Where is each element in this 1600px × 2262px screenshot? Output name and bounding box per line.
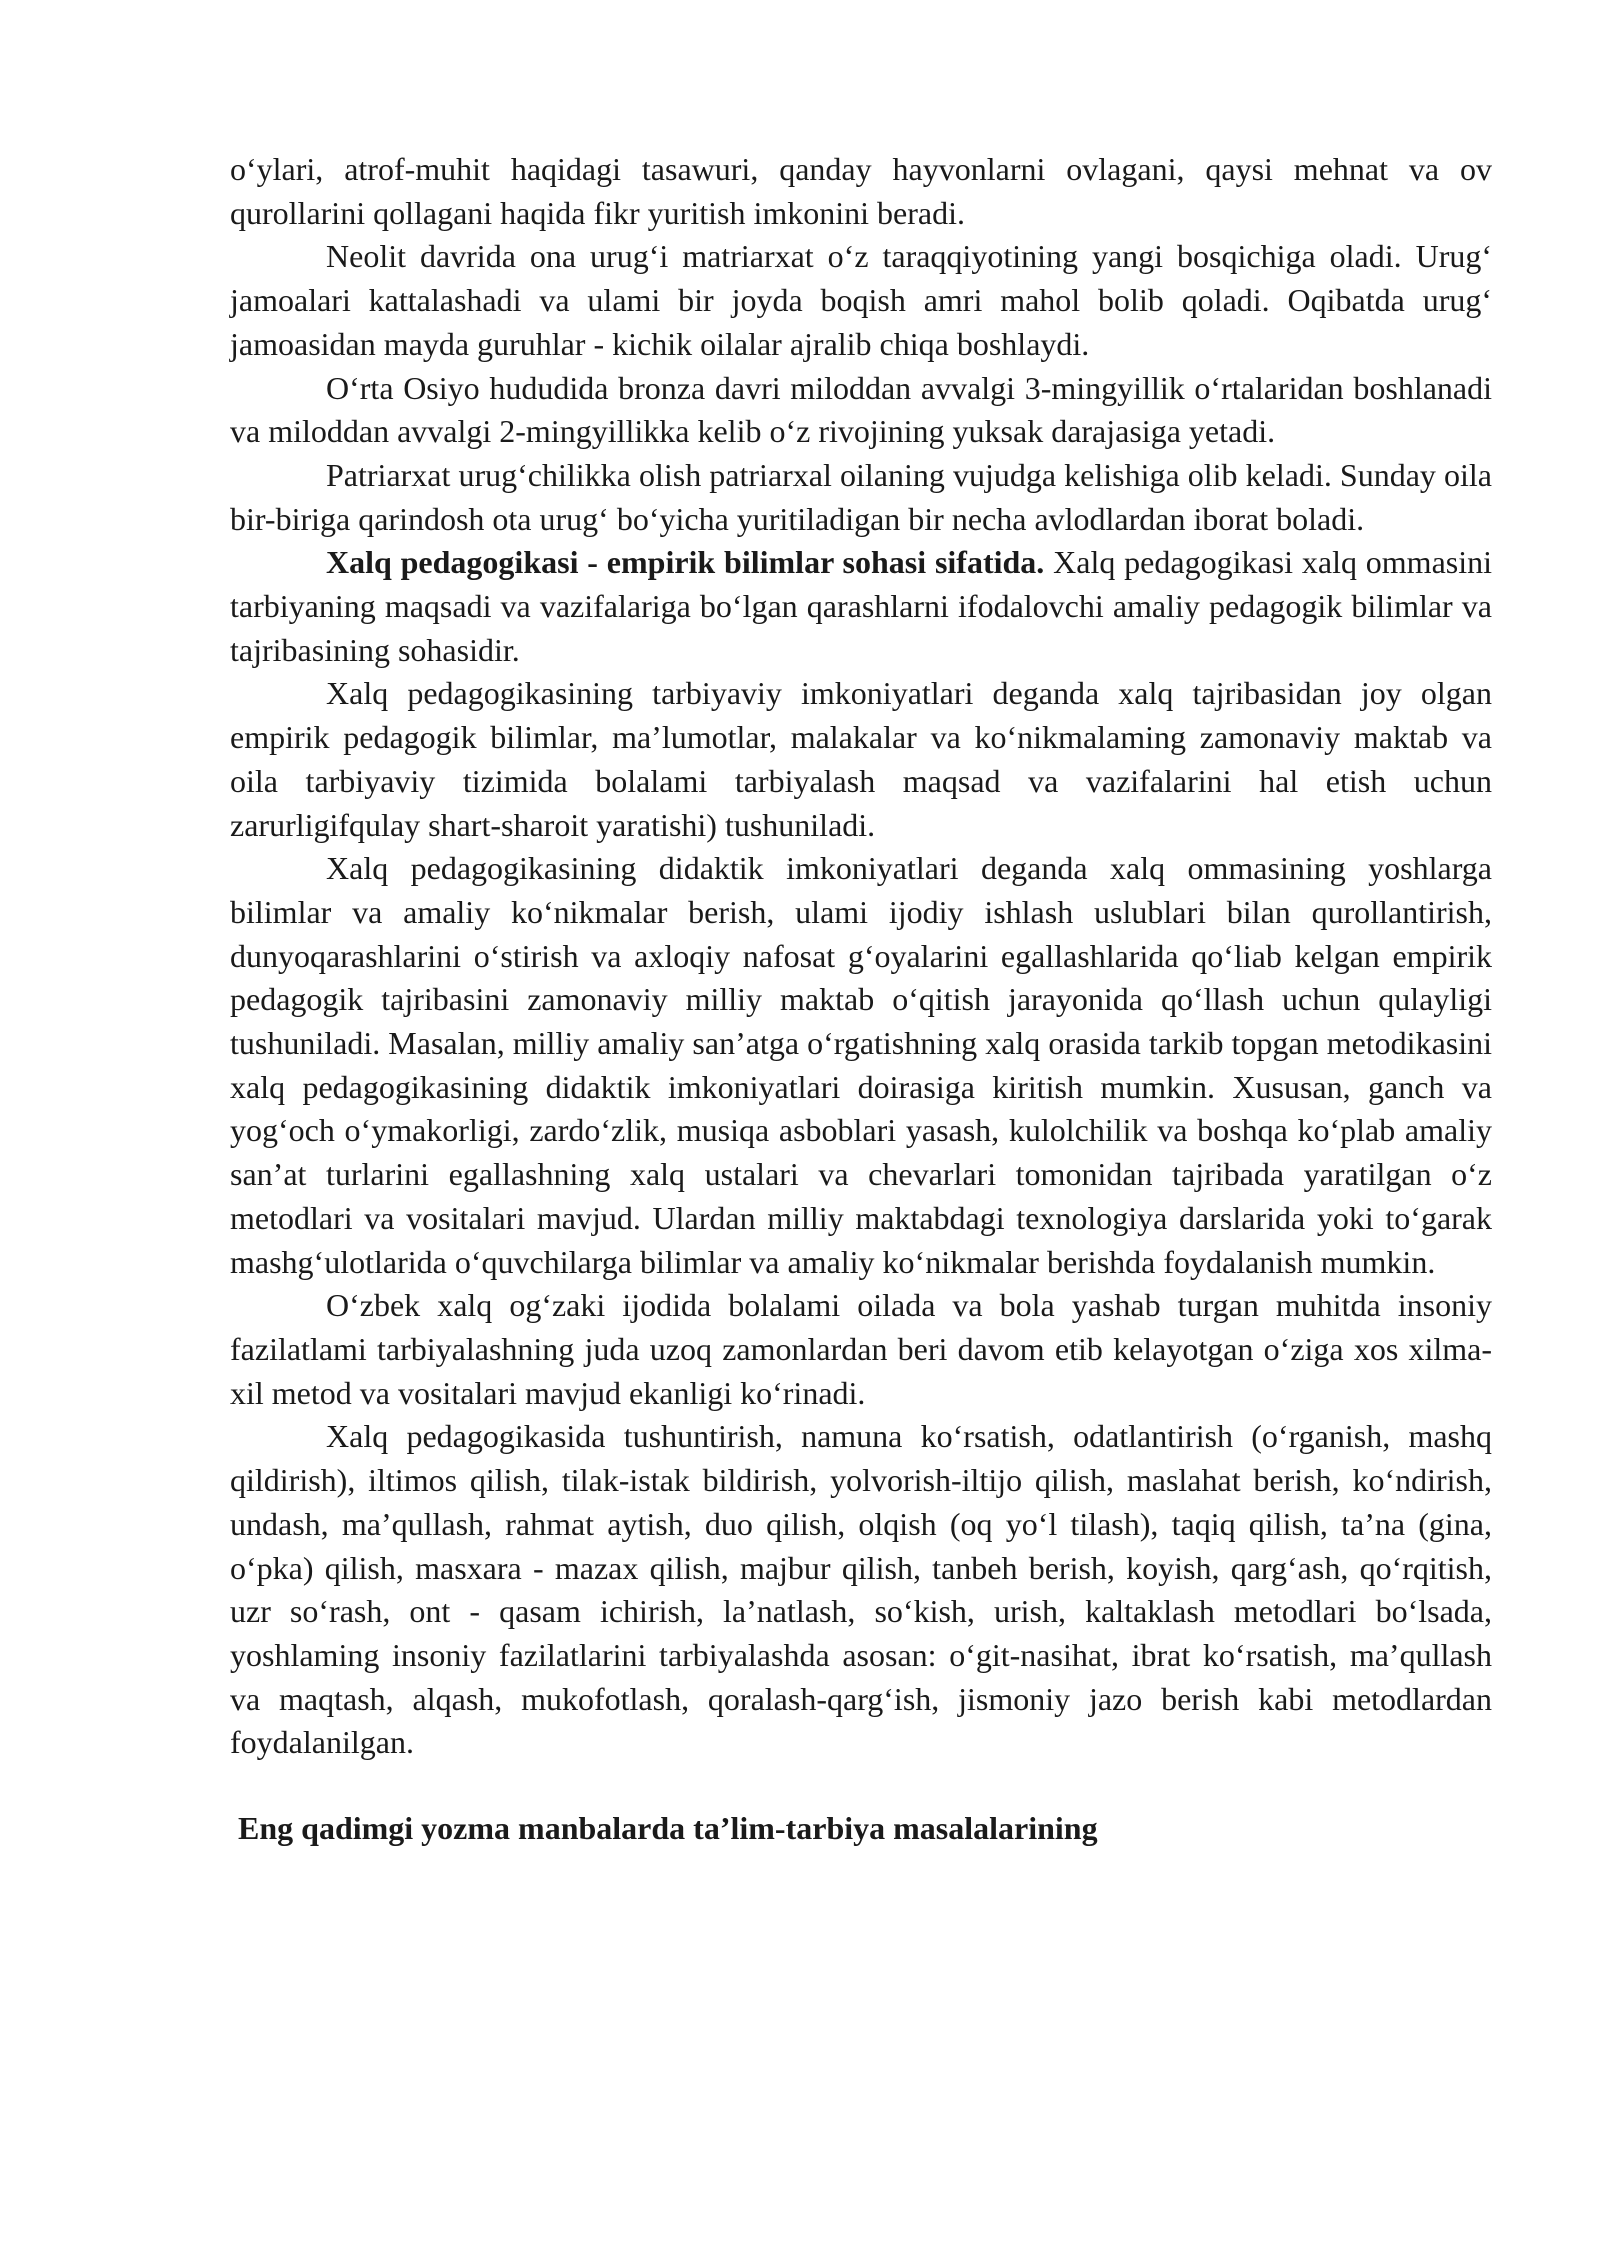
paragraph-8-text: O‘zbek xalq og‘zaki ijodida bolalami oilada va bola yashab turgan muhitda insoniy fazilatlami tarbiyalashning juda uzoq zamonlardan beri davom etib kelayotgan o‘ziga xos xilma-xil metod va vositalari mavjud ekanligi ko‘rinadi. [230, 1287, 1492, 1411]
paragraph-5 [230, 541, 1492, 672]
paragraph-6 [230, 672, 1492, 847]
paragraph-2 [230, 235, 1492, 366]
paragraph-9-text: Xalq pedagogikasida tushuntirish, namuna ko‘rsatish, odatlantirish (o‘rganish, mashq qildirish), iltimos qilish, tilak-istak bildirish, yolvorish-iltijo qilish, maslahat berish, ko‘ndirish, undash, ma’qullash, rahmat aytish, duo qilish, olqish (oq yo‘l tilash), taqiq qilish, ta’na (gina, o‘pka) qilish, masxara - mazax qilish, majbur qilish, tanbeh berish, koyish, qarg‘ash, qo‘rqitish, uzr so‘rash, ont - qasam ichirish, la’natlash, so‘kish, urish, kaltaklash metodlari bo‘lsada, yoshlaming insoniy fazilatlarini tarbiyalashda asosan: o‘git-nasihat, ibrat ko‘rsatish, ma’qullash va maqtash, alqash, mukofotlash, qoralash-qarg‘ish, jismoniy jazo berish kabi metodlardan foydalanilgan. [230, 1418, 1492, 1761]
paragraph-4-text: Patriarxat urug‘chilikka olish patriarxal oilaning vujudga kelishiga olib keladi. Sunday oila bir-biriga qarindosh ota urug‘ bo‘yicha yuritiladigan bir necha avlodlardan iborat boladi. [230, 456, 1492, 537]
paragraph-3-text: O‘rta Osiyo hududida bronza davri miloddan avvalgi 3-mingyillik o‘rtalaridan boshlanadi va miloddan avvalgi 2-mingyillikka kelib o‘z rivojining yuksak darajasiga yetadi. [230, 369, 1492, 450]
paragraph-9 [230, 1415, 1492, 1765]
paragraph-8 [230, 1284, 1492, 1415]
paragraph-1-text: o‘ylari, atrof-muhit haqidagi tasawuri, qanday hayvonlarni ovlagani, qaysi mehnat va ov qurollarini qollagani haqida fikr yuritish imkonini beradi. [230, 151, 1492, 231]
paragraph-6-text: Xalq pedagogikasining tarbiyaviy imkoniyatlari deganda xalq tajribasidan joy olgan empirik pedagogik bilimlar, ma’lumotlar, malakalar va ko‘nikmalaming zamonaviy maktab va oila tarbiyaviy tizimida bolalami tarbiyalash maqsad va vazifalarini hal etish uchun zarurligifqulay shart-sharoit yaratishi) tushuniladi. [230, 675, 1492, 843]
paragraph-1 [230, 148, 1492, 235]
section-heading: Eng qadimgi yozma manbalarda ta’lim-tarbiya masalalarining [238, 1810, 1098, 1847]
paragraph-5-text: Xalq pedagogikasi xalq ommasini tarbiyaning maqsadi va vazifalariga bo‘lgan qarashlarni ifodalovchi amaliy pedagogik bilimlar va tajribasining sohasidir. [230, 544, 1493, 668]
document-page [230, 148, 1492, 1851]
paragraph-5-lead-heading: Xalq pedagogikasi - empirik bilimlar sohasi sifatida. [326, 544, 1045, 581]
paragraph-7-text: Xalq pedagogikasining didaktik imkoniyatlari deganda xalq ommasining yoshlarga bilimlar va amaliy ko‘nikmalar berish, ulami ijodiy ishlash uslublari bilan qurollantirish, dunyoqarashlarini o‘stirish va axloqiy nafosat g‘oyalarini egallashlarida qo‘liab kelgan empirik pedagogik tajribasini zamonaviy milliy maktab o‘qitish jarayonida qo‘llash uchun qulayligi tushuniladi. Masalan, milliy amaliy san’atga o‘rgatishning xalq orasida tarkib topgan metodikasini xalq pedagogikasining didaktik imkoniyatlari doirasiga kiritish mumkin. Xususan, ganch va yog‘och o‘ymakorligi, zardo‘zlik, musiqa asboblari yasash, kulolchilik va boshqa ko‘plab amaliy san’at turlarini egallashning xalq ustalari va chevarlari tomonidan tajribada yaratilgan o‘z metodlari va vositalari mavjud. Ulardan milliy maktabdagi texnologiya darslarida yoki to‘garak mashg‘ulotlarida o‘quvchilarga bilimlar va amaliy ko‘nikmalar berishda foydalanish mumkin. [230, 850, 1492, 1280]
paragraph-4 [230, 454, 1492, 541]
paragraph-3 [230, 367, 1492, 454]
paragraph-2-text: Neolit davrida ona urug‘i matriarxat o‘z taraqqiyotining yangi bosqichiga oladi. Urug‘ jamoalari kattalashadi va ulami bir joyda boqish amri mahol bolib qoladi. Oqibatda urug‘ jamoasidan mayda guruhlar - kichik oilalar ajralib chiqa boshlaydi. [230, 238, 1492, 362]
paragraph-7 [230, 847, 1492, 1284]
